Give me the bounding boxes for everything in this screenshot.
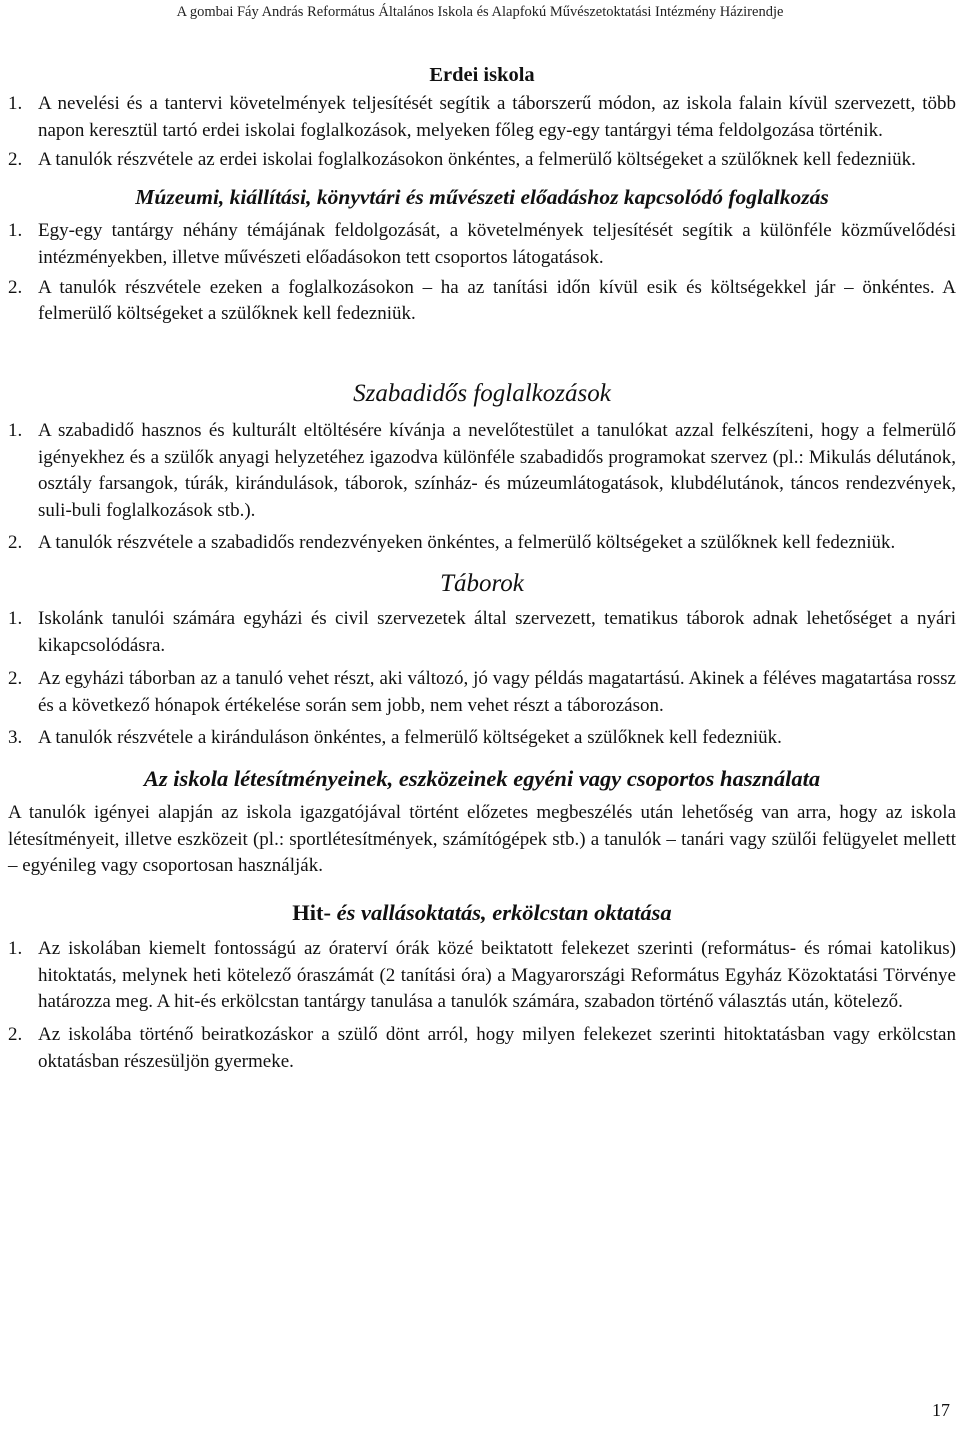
item-text: Az iskolába történő beiratkozáskor a szülő dönt arról, hogy milyen felekezet szerinti hitoktatásban vagy erkölcstan oktatásban részesüljön gyermeke. xyxy=(38,1024,956,1072)
section-title-muzeumi-foglalkozas: Múzeumi, kiállítási, könyvtári és művészeti előadáshoz kapcsolódó foglalkozás xyxy=(135,185,829,210)
running-header: A gombai Fáy András Református Általános Iskola és Alapfokú Művészetoktatási Intézmény Házirendje xyxy=(176,4,784,20)
item-number: 2. xyxy=(8,1024,23,1046)
list-item xyxy=(8,275,956,328)
item-text: A tanulók részvétele az erdei iskolai foglalkozásokon önkéntes, a felmerülő költségeket a szülőknek kell fedezniük. xyxy=(38,149,916,171)
section-title-hitoktatas-part2: és vallásoktatás, erkölcstan oktatása xyxy=(336,900,672,926)
item-number: 1. xyxy=(8,220,23,242)
paragraph-letesitmenyek: A tanulók igényei alapján az iskola igazgatójával történt előzetes megbeszélés után lehetőség van arra, hogy az iskola létesítményeit, illetve eszközeit (pl.: sportlétesítmények, számítógépek stb.) a tanulók – tanári vagy szülői felügyelet mellett – egyénileg vagy csoportosan használják. xyxy=(8,801,956,877)
document-body xyxy=(8,58,956,1076)
item-text: A szabadidő hasznos és kulturált eltöltésére kívánja a nevelőtestület a tanulókat azzal felkészíteni, hogy a felmerülő igényekhez és a szülők anyagi helyzetéhez igazodva különféle szabadidős programokat szervez (pl.: Mikulás délutánok, osztály farsangok, túrák, kirándulások, táborok, színház- és múzeumlátogatások, klubdélutánok, táncos rendezvények, suli-buli foglalkozások stb.). xyxy=(38,419,956,522)
item-text: Iskolánk tanulói számára egyházi és civil szervezetek által szervezett, tematikus táborok adnak lehetőséget a nyári kikapcsolódásra. xyxy=(38,608,956,657)
list-item xyxy=(8,218,956,271)
item-text: Egy-egy tantárgy néhány témájának feldolgozását, a követelmények teljesítését segítik a különféle közművelődési intézményekben, illetve művészeti előadásokon tett csoportos látogatások. xyxy=(38,220,956,268)
list-item xyxy=(8,418,956,525)
item-number: 1. xyxy=(8,938,23,960)
item-number: 2. xyxy=(8,667,23,689)
list-item xyxy=(8,91,956,144)
item-number: 1. xyxy=(8,608,23,630)
section-title-erdei-iskola: Erdei iskola xyxy=(429,64,535,86)
item-text: A tanulók részvétele a szabadidős rendezvényeken önkéntes, a felmerülő költségeket a szülőknek kell fedezniük. xyxy=(38,531,896,553)
item-number: 1. xyxy=(8,419,23,441)
item-number: 2. xyxy=(8,276,23,298)
list-item xyxy=(8,1022,956,1075)
list-item xyxy=(8,666,956,719)
item-text: A tanulók részvétele a kiránduláson önkéntes, a felmerülő költségeket a szülőknek kell fedezniük. xyxy=(38,727,782,749)
list-item xyxy=(8,147,956,174)
item-text: A nevelési és a tantervi követelmények teljesítését segítik a táborszerű módon, az iskola falain kívül szervezett, több napon keresztül tartó erdei iskolai foglalkozások, melyeken főleg egy-egy tantárgyi téma feldolgozása történik. xyxy=(38,93,956,141)
item-number: 3. xyxy=(8,727,23,749)
item-number: 1. xyxy=(8,93,23,114)
item-number: 2. xyxy=(8,149,23,171)
section-title-hitoktatas xyxy=(8,898,956,928)
list-item xyxy=(8,936,956,1016)
list-item xyxy=(8,725,956,752)
section-title-szabadidos-foglalkozasok: Szabadidős foglalkozások xyxy=(353,379,611,407)
section-title-hitoktatas-part1: Hit- xyxy=(292,900,337,926)
list-item xyxy=(8,606,956,659)
item-number: 2. xyxy=(8,531,23,553)
list-item xyxy=(8,530,956,557)
item-text: Az iskolában kiemelt fontosságú az óraterví órák közé beiktatott felekezet szerinti (református- és római katolikus) hitoktatás, melynek heti kötelező óraszámát (2 tanítási óra) a Magyarországi Református Egyház Közoktatási Törvénye határozza meg. A hit-és erkölcstan tantárgy tanulása a tanulók számára, szabadon történő választás után, kötelező. xyxy=(38,938,956,1013)
item-text: A tanulók részvétele ezeken a foglalkozásokon – ha az tanítási időn kívül esik és költségekkel jár – önkéntes. A felmerülő költségeket a szülőknek kell fedezniük. xyxy=(38,276,956,325)
page-number: 17 xyxy=(932,1400,950,1420)
section-title-letesitmenyek-hasznalata: Az iskola létesítményeinek, eszközeinek egyéni vagy csoportos használata xyxy=(143,765,821,791)
section-title-taborok: Táborok xyxy=(440,570,524,598)
item-text: Az egyházi táborban az a tanuló vehet részt, aki változó, jó vagy példás magatartású. Akinek a féléves magatartása rossz és a következő hónapok értékelése során sem jobb, nem vehet részt a táborozáson. xyxy=(38,667,956,716)
